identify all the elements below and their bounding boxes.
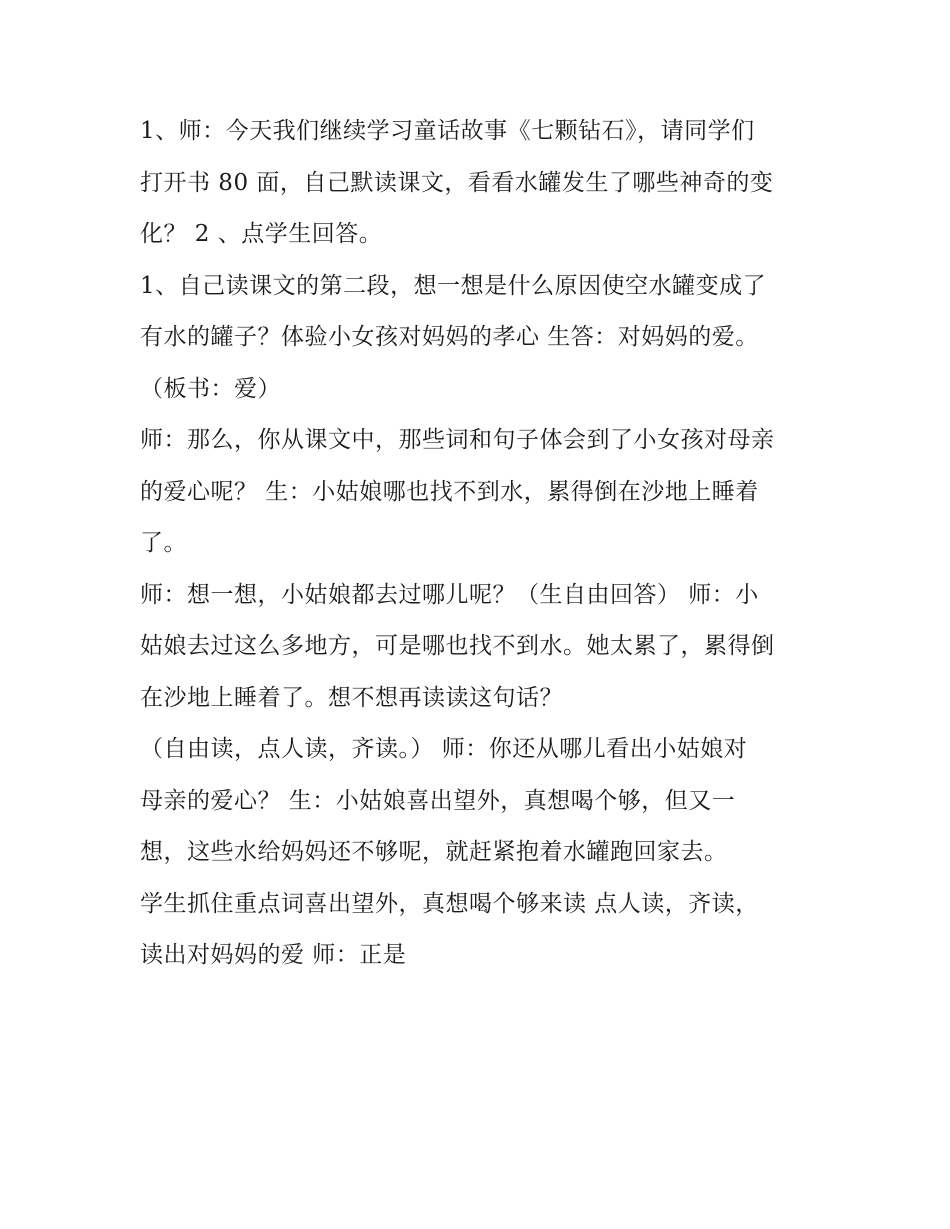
text-line-8: 的爱心呢？ 生：小姑娘哪也找不到水，累得倒在沙地上睡着: [140, 478, 759, 505]
text-line-11: 姑娘去过这么多地方，可是哪也找不到水。她太累了，累得倒: [140, 633, 775, 659]
text-line-9: 了。: [140, 530, 187, 556]
text-line-17: 读出对妈妈的爱 师：正是: [140, 942, 407, 968]
text-line-13: （自由读，点人读，齐读。） 师：你还从哪儿看出小姑娘对: [140, 736, 748, 762]
text-line-7: 师：那么，你从课文中，那些词和句子体会到了小女孩对母亲: [140, 427, 775, 453]
text-line-16: 学生抓住重点词喜出望外，真想喝个够来读 点人读，齐读，: [140, 890, 759, 917]
text-line-6: （板书：爱）: [140, 375, 281, 402]
text-line-15: 想，这些水给妈妈还不够呢，就赶紧抱着水罐跑回家去。: [140, 839, 728, 865]
text-line-14: 母亲的爱心？ 生：小姑娘喜出望外，真想喝个够，但又一: [140, 787, 736, 814]
lesson-text: [140, 106, 820, 982]
text-line-3: 化？ 2 、点学生回答。: [140, 221, 383, 247]
text-line-2: 打开书 80 面，自己默读课文，看看水罐发生了哪些神奇的变: [140, 169, 774, 196]
text-line-5: 有水的罐子？体验小女孩对妈妈的孝心 生答：对妈妈的爱。: [140, 324, 759, 350]
text-line-12: 在沙地上睡着了。想不想再读读这句话？: [140, 684, 563, 711]
text-line-1: 1、师：今天我们继续学习童话故事《七颗钻石》，请同学们: [140, 118, 755, 144]
text-line-4: 1、自己读课文的第二段，想一想是什么原因使空水罐变成了: [140, 272, 767, 299]
text-line-10: 师：想一想，小姑娘都去过哪儿呢？（生自由回答） 师：小: [140, 581, 759, 608]
